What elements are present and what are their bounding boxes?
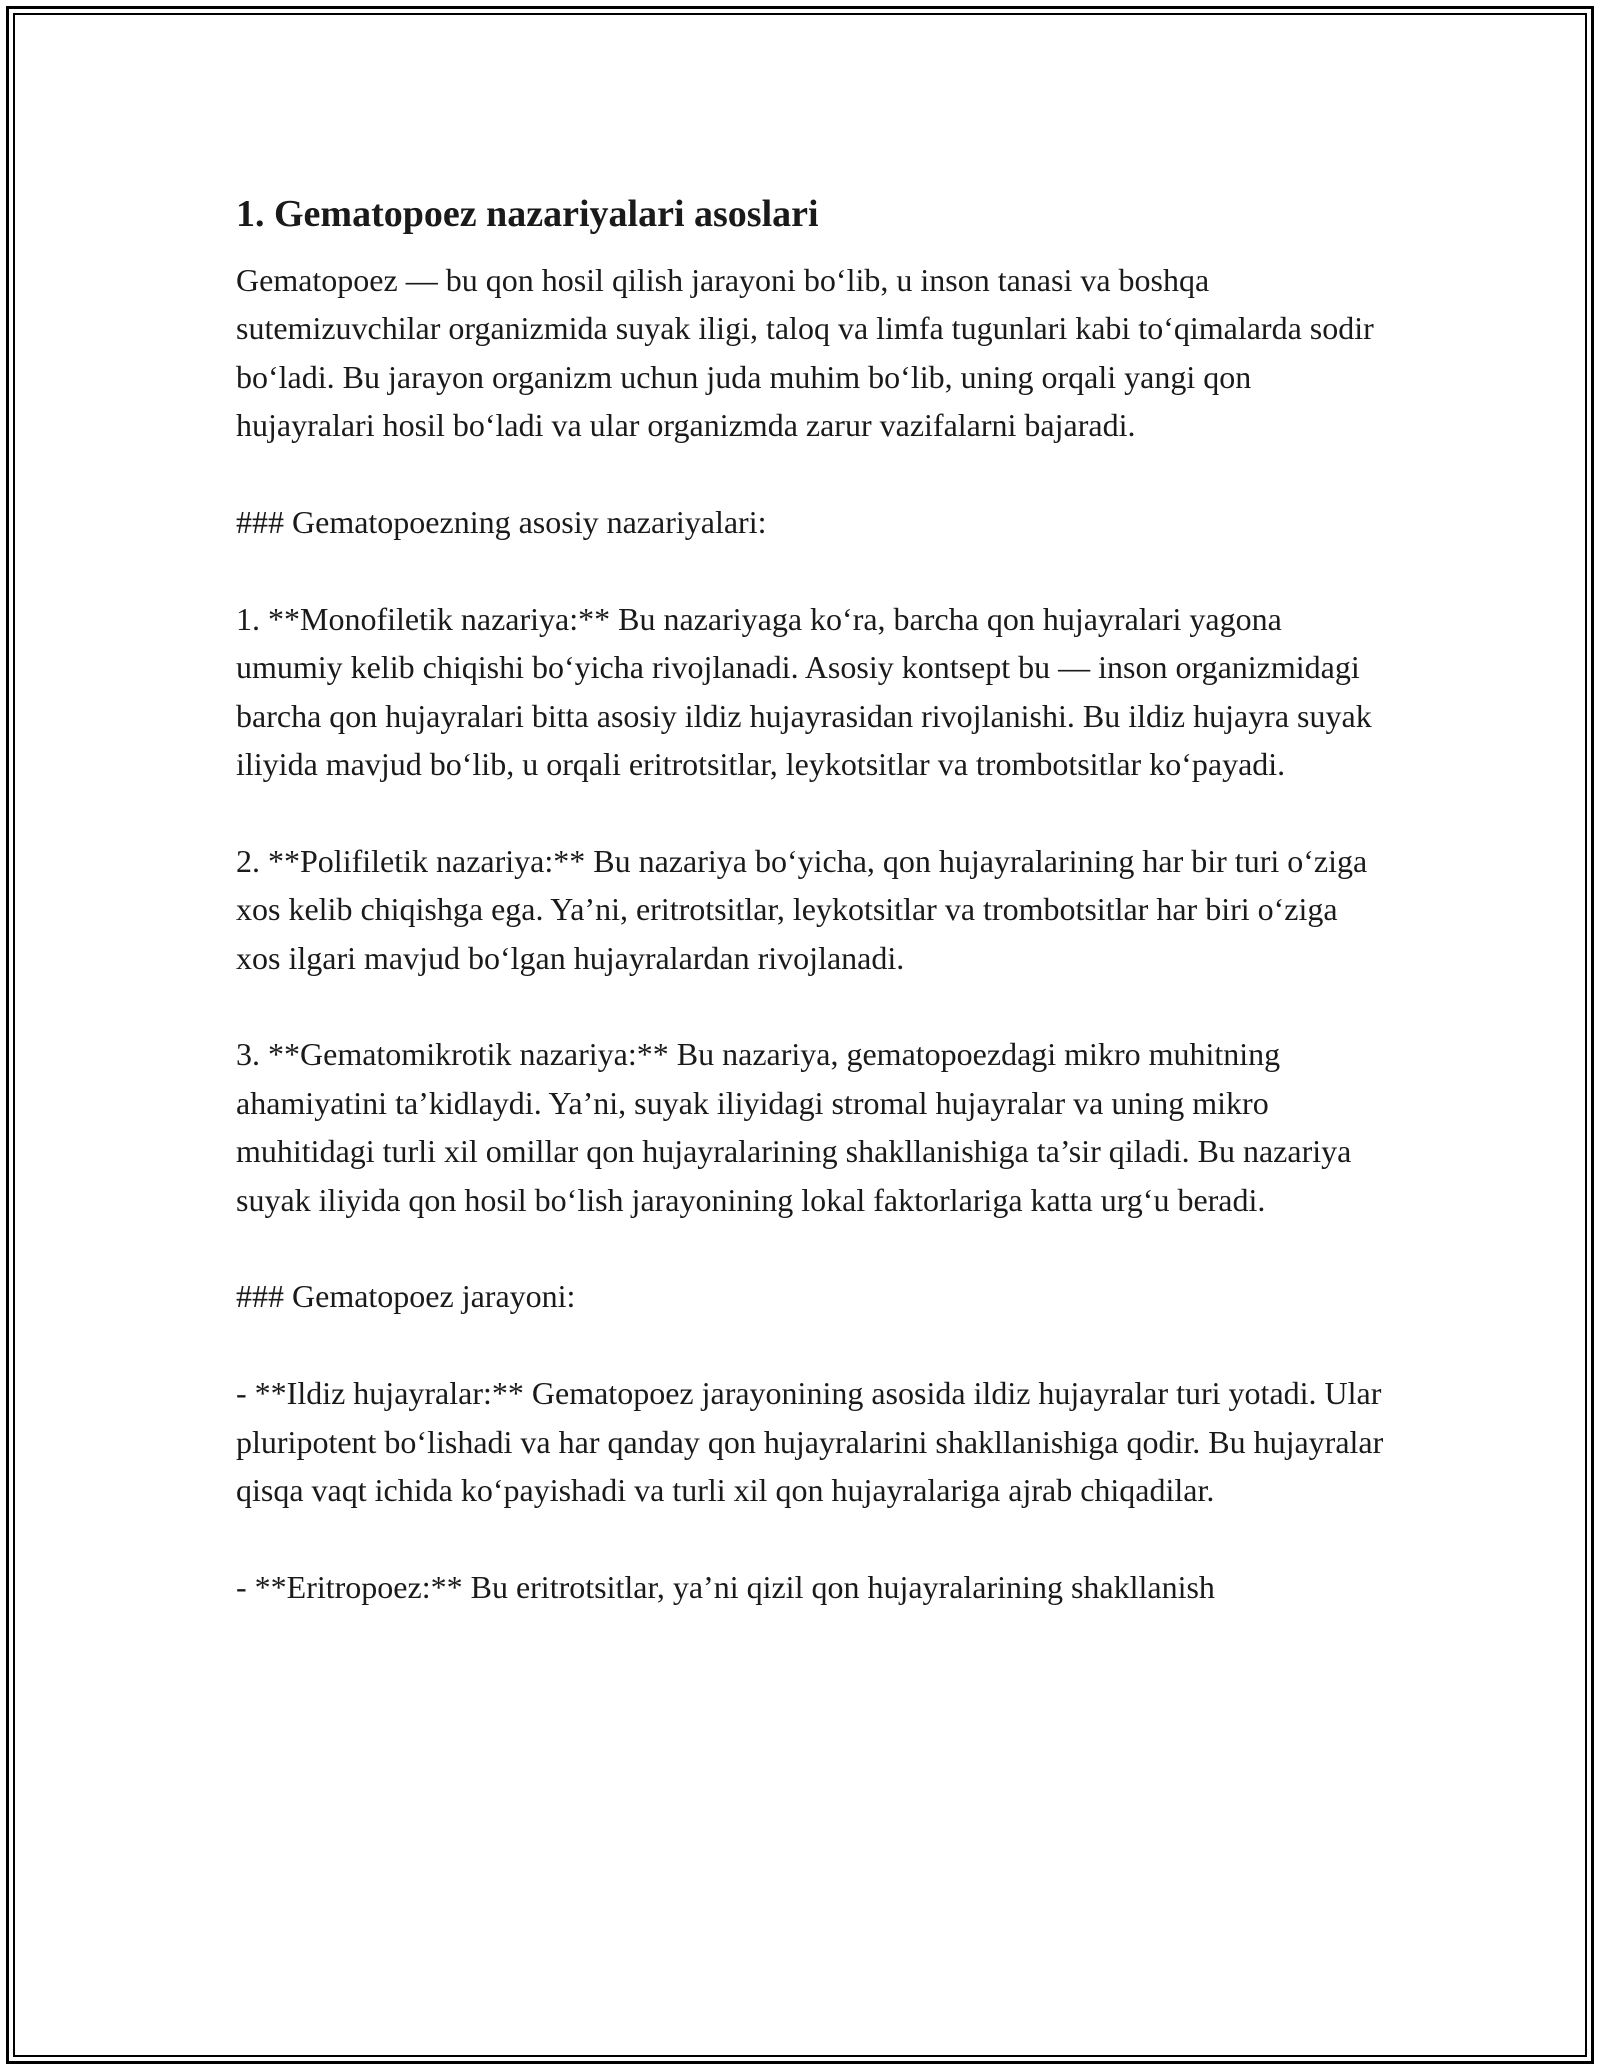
process-stem-cells: - **Ildiz hujayralar:** Gematopoez jarayonining asosida ildiz hujayralar turi yotadi. Ular pluripotent bo‘lishadi va har qanday qon hujayralarini shakllanishiga qodir. Bu hujayralar qisqa vaqt ichida ko‘payishadi va turli xil qon hujayralariga ajrab chiqadilar. <box>236 1375 1384 1509</box>
process-erythropoiesis: - **Eritropoez:** Bu eritrotsitlar, ya’ni qizil qon hujayralarining shakllanish <box>236 1568 1215 1605</box>
document-body <box>236 188 1386 1660</box>
intro-paragraph: Gematopoez — bu qon hosil qilish jarayoni bo‘lib, u inson tanasi va boshqa sutemizuvchilar organizmida suyak iligi, taloq va limfa tugunlari kabi to‘qimalarda sodir bo‘ladi. Bu jarayon organizm uchun juda muhim bo‘lib, uning orqali yangi qon hujayralari hosil bo‘ladi va ular organizmda zarur vazifalarni bajaradi. <box>236 262 1374 444</box>
document-title: 1. Gematopoez nazariyalari asoslari <box>236 193 819 235</box>
theory-polyphyletic: 2. **Polifiletik nazariya:** Bu nazariya bo‘yicha, qon hujayralarining har bir turi o‘ziga xos kelib chiqishga ega. Ya’ni, eritrotsitlar, leykotsitlar va trombotsitlar har biri o‘ziga xos ilgari mavjud bo‘lgan hujayralardan rivojlanadi. <box>236 842 1368 976</box>
theory-hematomicrotic: 3. **Gematomikrotik nazariya:** Bu nazariya, gematopoezdagi mikro muhitning ahamiyatini ta’kidlaydi. Ya’ni, suyak iliyidagi stromal hujayralar va uning mikro muhitidagi turli xil omillar qon hujayralarining shakllanishiga ta’sir qiladi. Bu nazariya suyak iliyida qon hosil bo‘lish jarayonining lokal faktorlariga katta urg‘u beradi. <box>236 1036 1352 1218</box>
theory-monophyletic: 1. **Monofiletik nazariya:** Bu nazariyaga ko‘ra, barcha qon hujayralari yagona umumiy kelib chiqishi bo‘yicha rivojlanadi. Asosiy kontsept bu — inson organizmidagi barcha qon hujayralari bitta asosiy ildiz hujayrasidan rivojlanishi. Bu ildiz hujayra suyak iliyida mavjud bo‘lib, u orqali eritrotsitlar, leykotsitlar va trombotsitlar ko‘payadi. <box>236 600 1372 783</box>
section-heading-process: ### Gematopoez jarayoni: <box>236 1278 576 1315</box>
section-heading-theories: ### Gematopoezning asosiy nazariyalari: <box>236 504 767 541</box>
